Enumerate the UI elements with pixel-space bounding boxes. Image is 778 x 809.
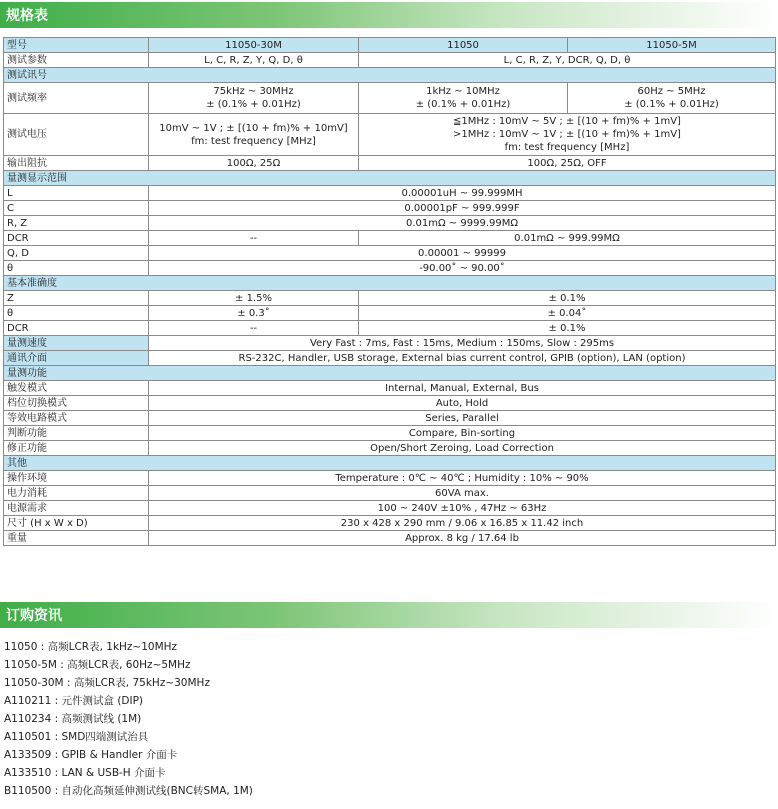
list-item: A133509 : GPIB & Handler 介面卡 [4, 749, 178, 761]
volt-30m-line2: fm: test frequency [MHz] [191, 135, 316, 147]
env-label: 操作环境 [4, 471, 149, 486]
freq-11050-range: 1kHz ~ 10MHz [426, 86, 500, 97]
model-11050-30m: 11050-30M [149, 38, 359, 53]
weight-label: 重量 [4, 531, 149, 546]
list-item: B110500 : 自动化高频延伸测试线(BNC转SMA, 1M) [4, 785, 253, 797]
range-qd-label: Q, D [4, 246, 149, 261]
speed-label: 量测速度 [4, 336, 149, 351]
params-30m: L, C, R, Z, Y, Q, D, θ [149, 53, 359, 68]
range-section: 量测显示范围 [4, 171, 776, 186]
acc-z-30m: ± 1.5% [149, 291, 359, 306]
freq-5m [568, 83, 776, 114]
list-item: A110211 : 元件测试盒 (DIP) [4, 695, 144, 707]
table-row [4, 381, 776, 396]
acc-dcr-30m: -- [149, 321, 359, 336]
freq-11050 [359, 83, 568, 114]
func-section: 量测功能 [4, 366, 776, 381]
volt-30m-line1: 10mV ~ 1V ; ± [(10 + fm)% + 10mV] [159, 122, 348, 134]
table-row [4, 501, 776, 516]
table-row [4, 411, 776, 426]
table-row [4, 186, 776, 201]
acc-theta-other: ± 0.04˚ [359, 306, 776, 321]
range-theta-label: θ [4, 261, 149, 276]
freq-30m-acc: ± (0.1% + 0.01Hz) [206, 99, 301, 110]
volt-other-line2: >1MHz : 10mV ~ 1V ; ± [(10 + fm)% + 1mV] [453, 129, 681, 140]
acc-z-other: ± 0.1% [359, 291, 776, 306]
acc-theta-30m: ± 0.3˚ [149, 306, 359, 321]
freq-label: 测试频率 [4, 83, 149, 114]
table-row [4, 366, 776, 381]
volt-30m [149, 114, 359, 156]
table-row [4, 261, 776, 276]
equiv-label: 等效电路模式 [4, 411, 149, 426]
supply-label: 电源需求 [4, 501, 149, 516]
env-value: Temperature : 0℃ ~ 40℃ ; Humidity : 10% ~ 90% [149, 471, 776, 486]
table-row [4, 231, 776, 246]
range-rz-label: R, Z [4, 216, 149, 231]
range-rz: 0.01mΩ ~ 9999.99MΩ [149, 216, 776, 231]
range-c: 0.00001pF ~ 999.999F [149, 201, 776, 216]
table-row [4, 336, 776, 351]
speed-value: Very Fast : 7ms, Fast : 15ms, Medium : 150ms, Slow : 295ms [149, 336, 776, 351]
volt-other-line1: ≦1MHz : 10mV ~ 5V ; ± [(10 + fm)% + 1mV] [453, 116, 681, 127]
table-row [4, 68, 776, 83]
acc-dcr-other: ± 0.1% [359, 321, 776, 336]
table-row [4, 201, 776, 216]
dim-label: 尺寸 (H x W x D) [4, 516, 149, 531]
supply-value: 100 ~ 240V ±10% , 47Hz ~ 63Hz [149, 501, 776, 516]
trig-label: 触发模式 [4, 381, 149, 396]
power-label: 电力消耗 [4, 486, 149, 501]
weight-value: Approx. 8 kg / 17.64 lb [149, 531, 776, 546]
table-row [4, 291, 776, 306]
acc-theta-label: θ [4, 306, 149, 321]
acc-section: 基本准确度 [4, 276, 776, 291]
model-11050: 11050 [359, 38, 568, 53]
iface-label: 通讯介面 [4, 351, 149, 366]
spec-banner-title: 规格表 [6, 8, 48, 24]
volt-other-line3: fm: test frequency [MHz] [504, 142, 630, 153]
model-11050-5m: 11050-5M [568, 38, 776, 53]
table-row [4, 486, 776, 501]
signal-section: 测试讯号 [4, 68, 776, 83]
table-row [4, 83, 776, 114]
range-qd: 0.00001 ~ 99999 [149, 246, 776, 261]
range-dcr-30m: -- [149, 231, 359, 246]
judge-label: 判断功能 [4, 426, 149, 441]
acc-z-label: Z [4, 291, 149, 306]
params-other: L, C, R, Z, Y, DCR, Q, D, θ [359, 53, 776, 68]
range-l: 0.00001uH ~ 99.999MH [149, 186, 776, 201]
table-row [4, 246, 776, 261]
table-row [4, 456, 776, 471]
list-item: A133510 : LAN & USB-H 介面卡 [4, 767, 166, 779]
volt-other [359, 114, 776, 156]
table-row [4, 156, 776, 171]
power-value: 60VA max. [149, 486, 776, 501]
table-row [4, 516, 776, 531]
spec-banner [0, 2, 778, 28]
dim-value: 230 x 428 x 290 mm / 9.06 x 16.85 x 11.42 inch [149, 516, 776, 531]
range-l-label: L [4, 186, 149, 201]
params-label: 测试参数 [4, 53, 149, 68]
equiv-value: Series, Parallel [149, 411, 776, 426]
list-item: 11050-30M : 高频LCR表, 75kHz~30MHz [4, 677, 210, 689]
imp-label: 输出阻抗 [4, 156, 149, 171]
imp-other: 100Ω, 25Ω, OFF [359, 156, 776, 171]
range-sw-label: 档位切换模式 [4, 396, 149, 411]
table-row [4, 276, 776, 291]
table-row [4, 351, 776, 366]
list-item: A110501 : SMD四端测试治具 [4, 731, 149, 743]
table-row [4, 171, 776, 186]
spec-table [3, 37, 776, 546]
table-row [4, 306, 776, 321]
table-row [4, 426, 776, 441]
model-label: 型号 [4, 38, 149, 53]
imp-30m: 100Ω, 25Ω [149, 156, 359, 171]
table-row [4, 114, 776, 156]
table-row [4, 471, 776, 486]
range-dcr-label: DCR [4, 231, 149, 246]
freq-30m-range: 75kHz ~ 30MHz [213, 86, 294, 97]
range-dcr-other: 0.01mΩ ~ 999.99MΩ [359, 231, 776, 246]
volt-label: 测试电压 [4, 114, 149, 156]
order-banner-title: 订购资讯 [6, 608, 62, 624]
list-item: A110234 : 高频测试线 (1M) [4, 713, 142, 725]
order-banner [0, 602, 778, 628]
range-theta: -90.00˚ ~ 90.00˚ [149, 261, 776, 276]
freq-30m [149, 83, 359, 114]
judge-value: Compare, Bin-sorting [149, 426, 776, 441]
iface-value: RS-232C, Handler, USB storage, External bias current control, GPIB (option), LAN (option) [149, 351, 776, 366]
table-row [4, 216, 776, 231]
corr-value: Open/Short Zeroing, Load Correction [149, 441, 776, 456]
order-list [4, 638, 253, 800]
table-row [4, 396, 776, 411]
trig-value: Internal, Manual, External, Bus [149, 381, 776, 396]
range-c-label: C [4, 201, 149, 216]
table-row [4, 441, 776, 456]
freq-5m-acc: ± (0.1% + 0.01Hz) [624, 99, 719, 110]
table-row [4, 531, 776, 546]
list-item: 11050 : 高频LCR表, 1kHz~10MHz [4, 641, 178, 653]
other-section: 其他 [4, 456, 776, 471]
table-row [4, 53, 776, 68]
range-sw-value: Auto, Hold [149, 396, 776, 411]
corr-label: 修正功能 [4, 441, 149, 456]
acc-dcr-label: DCR [4, 321, 149, 336]
freq-11050-acc: ± (0.1% + 0.01Hz) [415, 99, 511, 110]
list-item: 11050-5M : 高频LCR表, 60Hz~5MHz [4, 659, 191, 671]
table-row [4, 321, 776, 336]
freq-5m-range: 60Hz ~ 5MHz [637, 86, 706, 97]
table-row [4, 38, 776, 53]
